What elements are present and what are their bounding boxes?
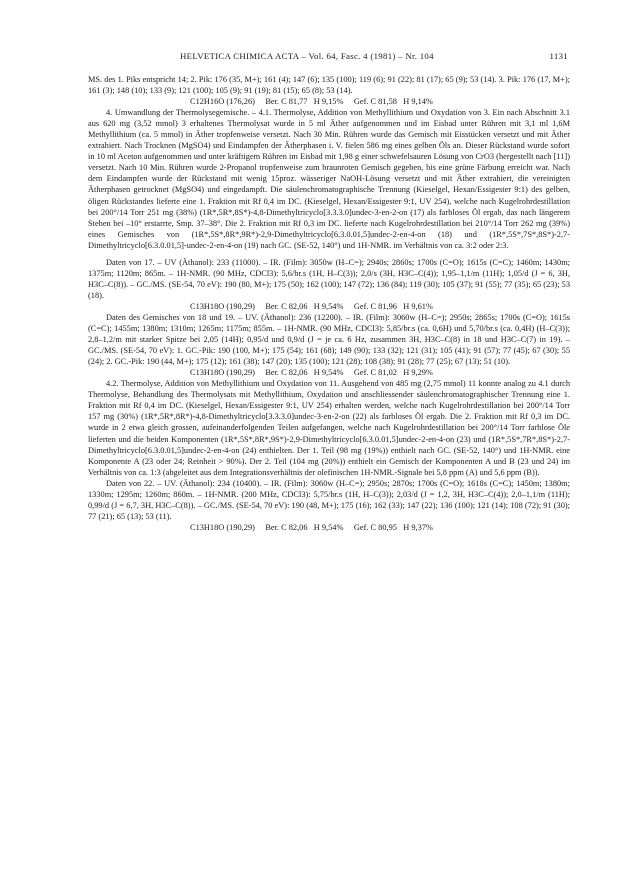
journal-title: HELVETICA CHIMICA ACTA – Vol. 64, Fasc. 4 (1981) – Nr. 104 (180, 51, 434, 61)
paragraph-section-4-1: 4. Umwandlung der Thermolysegemische. – 4.1. Thermolyse, Addition von Methyllithium und Oxydation von 3. Ein nach Abschnitt 3.1 aus 620 mg (3,52 mmol) 3 erhaltenes Thermolysat wurde in 5 ml Äther aufgenommen und im Eisbad unter Rühren mit 3,1 ml 1,6M Methyllithium (ca. 5 mmol) in Äther tropfenweise versetzt. Nach 30 Min. Rühren wurde das Gemisch mit Eisstücken versetzt und mit Äther extrahiert. Nach Trocknen (MgSO4) und Eindampfen der Ätherphasen i. V. fielen 586 mg eines gelben Öls an. Dieser Rückstand wurde sofort in 10 ml Aceton aufgenommen und unter kräftigem Rühren im Eisbad mit 1,98 g einer schwefelsauren Lösung von CrO3 (hergestellt nach [11]) versetzt. Nach 10 Min. Rühren wurde 2-Propanol tropfenweise zum braunroten Gemisch gegeben, bis eine grüne Färbung erreicht war. Nach dem Eindampfen wurde der Rückstand mit wenig 15proz. wässeriger NaOH-Lösung versetzt und mit Äther extrahiert, die vereinigten Ätherphasen getrocknet (MgSO4) und eingedampft. Die säulenchromatographische Trennung (Kieselgel, Hexan/Essigester 9:1) des gelben, öligen Rückstandes lieferte eine 1. Fraktion mit Rf 0,4 im DC. (Kieselgel, Hexan/Essigester 9:1, UV 254), welche nach Kugelrohrdestillation bei 200°/14 Torr 251 mg (38%) (1R*,5R*,8S*)-4,8-Dimethyltricyclo[3.3.3.0]undec-3-en-2-on (17) als farbloses Öl ergab, das nach längerem Stehen bei –10° erstarrte, Smp. 37–38°. Die 2. Fraktion mit Rf 0,3 im DC. lieferte nach Kugelrohrdestillation bei 210°/14 Torr 262 mg (39%) eines Gemisches von (1R*,5S*,8R*,9R*)-2,9-Dimethyltricyclo[6.3.0.01,5]undec-2-en-4-on (18) und (1R*,5S*,7S*,8S*)-2,7-Dimethyltricyclo[6.3.0.01,5]-undec-2-en-4-on (19) nach GC. (SE-52, 140°) und 1H-NMR. im Verhältnis von ca. 3:2 oder 2:3. (88, 108, 570, 250)
page-number: 1131 (549, 51, 568, 61)
paragraph-data-22: Daten von 22. – UV. (Äthanol): 234 (10400). – IR. (Film): 3060w (H–C=); 2950s; 2870s; 1700s (C=O); 1618s (C=C); 1450m; 1380m; 1330m; 1295m; 1260m; 860m. – 1H-NMR. (200 MHz, CDCl3): 5,75/br.s (1H, H–C(3)); 2,03/d (J = 1,2, 3H, H3C–C(4)); 2,0–1,1/m (11H); 0,99/d (J = 6,7, 3H, H3C–C(8)). – GC./MS. (SE-54, 70 eV): 190 (48, M+); 175 (16); 162 (33); 147 (22); 136 (100); 121 (14); 108 (72); 91 (30); 77 (21); 65 (13); 53 (11). (88, 478, 570, 521)
elemental-analysis: C13H18O (190,29) Ber. C 82,06 H 9,54% Gef. C 81,96 H 9,61% (190, 301, 433, 311)
elemental-analysis: C13H18O (190,29) Ber. C 82,06 H 9,54% Gef. C 81,02 H 9,29% (190, 368, 433, 378)
running-header (88, 51, 568, 65)
elemental-analysis: C12H16O (176,26) Ber. C 81,77 H 9,15% Gef. C 81,58 H 9,14% (190, 97, 433, 107)
paragraph-data-18-19: Daten des Gemisches von 18 und 19. – UV. (Äthanol): 236 (12200). – IR. (Film): 3060w (H–C=); 2950s; 2865s; 1700s (C=O); 1615s (C=C); 1455m; 1380m; 1310m; 1265m; 1175m; 855m. – 1H-NMR. (90 MHz, CDCl3): 5,85/br.s (ca. 0,6H) und 5,70/br.s (ca. 0,4H) (H–C(3)); 2,8–1,2/m mit starker Spitze bei 2,05 (14H); 0,95/d und 0,9/d (J = je ca. 6 Hz, zusammen 3H, H3C–C(8) in 18 und H3C–C(7) in 19). – GC./MS. (SE-54, 70 eV): 1. GC.-Pik: 190 (100, M+); 175 (54); 161 (68); 149 (90); 133 (32); 121 (31); 105 (41); 91 (57); 77 (45); 67 (30); 55 (24); 2. GC.-Pik: 190 (44, M+); 175 (12); 161 (38); 147 (20); 135 (100); 121 (28); 108 (38); 91 (28); 77 (25); 67 (13); 51 (10). (88, 312, 570, 367)
article-body (88, 74, 570, 533)
paragraph-ms-data: MS. des 1. Piks entspricht 14; 2. Pik: 176 (35, M+); 161 (4); 147 (6); 135 (100); 119 (6); 91 (22); 81 (17); 65 (9); 53 (14). 3. Pik: 176 (17, M+); 161 (3); 148 (10); 133 (9); 121 (100); 105 (9); 91 (19); 81 (15); 65 (8); 53 (14). (88, 75, 570, 96)
paragraph-section-4-2: 4.2. Thermolyse, Addition von Methyllithium und Oxydation von 11. Ausgehend von 485 mg (2,75 mmol) 11 konnte analog zu 4.1 durch Thermolyse, Behandlung des Thermolysats mit Methyllithium, Oxydation und anschliessender säulenchromatographischer Trennung eine 1. Fraktion mit Rf 0,4 im DC. (Kieselgel, Hexan/Essigester 9:1, UV 254) erhalten werden, welche nach Kugelrohrdestillation bei 200°/14 Torr 157 mg (30%) (1R*,5R*,8R*)-4,8-Dimethyltricyclo[3.3.3.0]undec-3-en-2-on (22) als farbloses Öl ergab. Die 2. Fraktion mit Rf 0,3 im DC. wurde in 2 etwa gleich grossen, aufeinanderfolgenden Teilen aufgefangen, welche nach Kugelrohrdestillation bei 200°/14 Torr farblose Öle lieferten und die beiden Komponenten (1R*,5S*,8R*,9S*)-2,9-Dimethyltricyclo[6.3.0.01,5]undec-2-en-4-on (23) und (1R*,5S*,7R*,8S*)-2,7-Dimethyltricyclo[6.3.0.01,5]undec-2-en-4-on (24) enthielten. Der 1. Teil (98 mg (19%)) enthielt nach GC. (SE-52, 140°) und 1H-NMR. eine Komponente A (23 oder 24; Reinheit > 90%). Der 2. Teil (104 mg (20%)) enthielt ein Gemisch der Komponenten A und B (23 und 24) im Verhältnis von ca. 1:3 (abgeleitet aus dem Integrationsverhältnis der olefinischen 1H-NMR.-Signale bei 5,8 ppm (A) und 5,6 ppm (B)). (88, 379, 570, 477)
paragraph-data-17: Daten von 17. – UV (Äthanol): 233 (11000). – IR. (Film): 3050w (H–C=); 2940s; 2860s; 1700s (C=O); 1615s (C=C); 1460m; 1430m; 1375m; 1120m; 865m. – 1H-NMR. (90 MHz, CDCl3): 5,6/br.s (1H, H–C(3)); 2,0/s (3H, H3C–C(4)); 1,95–1,1/m (11H); 1,05/d (J = 6, 3H, H3C–C(8)). – GC./MS. (SE-54, 70 eV): 190 (80, M+); 175 (50); 162 (100); 147 (72); 136 (84); 119 (30); 105 (37); 91 (55); 77 (35); 65 (23); 53 (18). (88, 257, 570, 300)
elemental-analysis: C13H18O (190,29) Ber. C 82,06 H 9,54% Gef. C 80,95 H 9,37% (190, 522, 433, 532)
